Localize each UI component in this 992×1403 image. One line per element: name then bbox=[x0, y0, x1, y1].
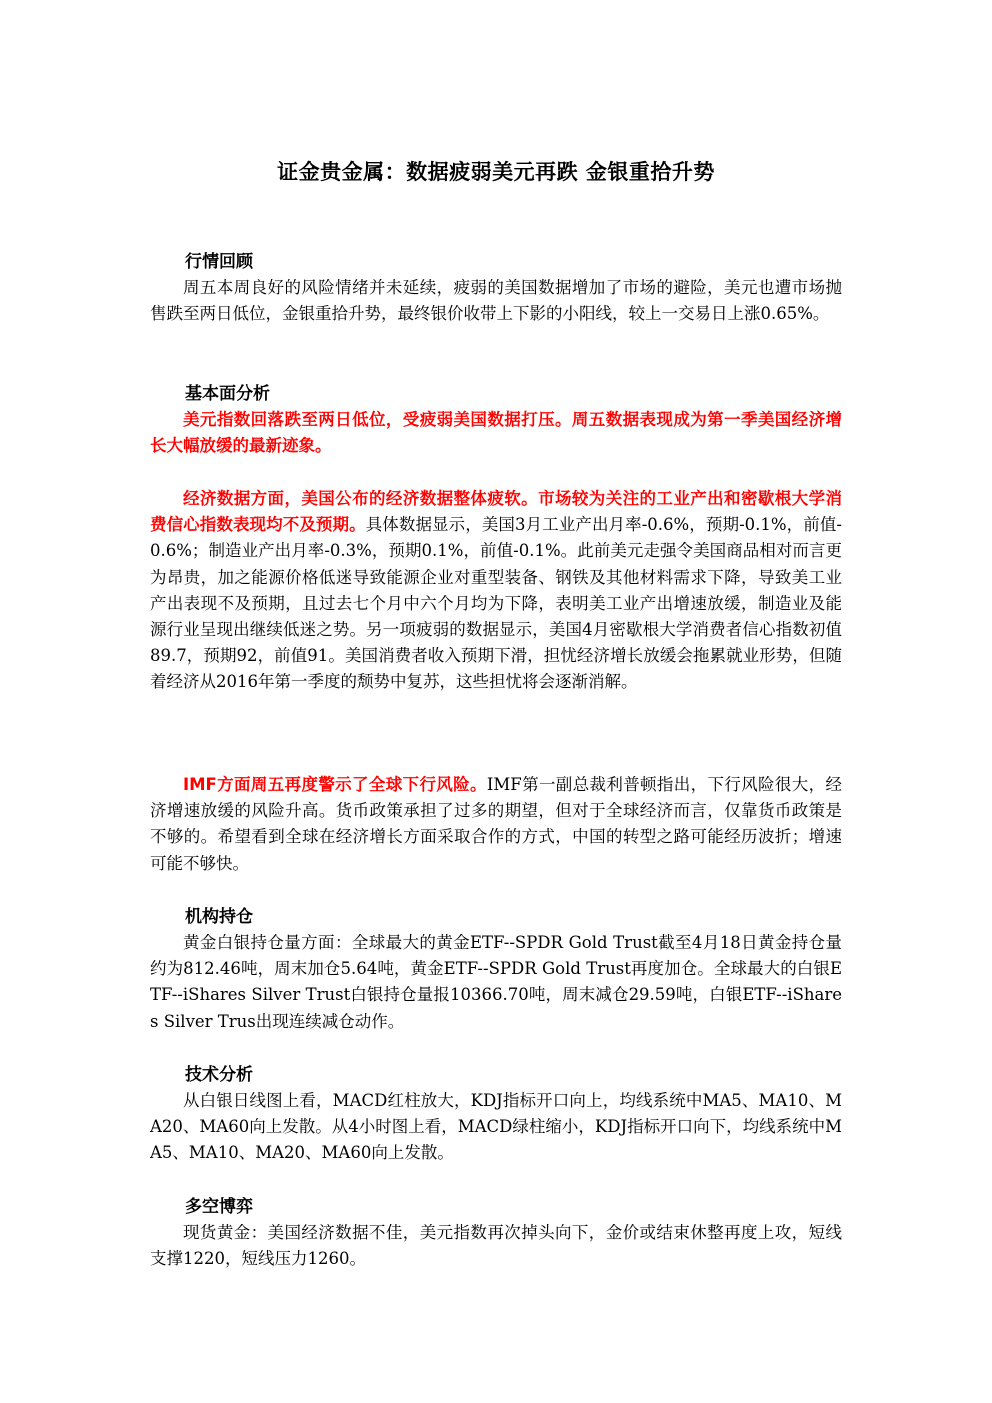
holdings-body bbox=[150, 930, 842, 1035]
section-heading-review: 行情回顾 bbox=[185, 252, 253, 272]
section-heading-holdings: 机构持仓 bbox=[185, 907, 253, 927]
fundamental-paragraph-2 bbox=[150, 486, 842, 696]
fundamental-highlight-1: 美元指数回落跌至两日低位，受疲弱美国数据打压。周五数据表现成为第一季美国经济增长大幅放缓的最新迹象。 bbox=[150, 410, 842, 456]
technical-paragraph: 从白银日线图上看，MACD红柱放大，KDJ指标开口向上，均线系统中MA5、MA10、MA20、MA60向上发散。从4小时图上看，MACD绿柱缩小，KDJ指标开口向下，均线系统中MA5、MA10、MA20、MA60向上发散。 bbox=[150, 1091, 842, 1163]
document-title: 证金贵金属：数据疲弱美元再跌 金银重拾升势 bbox=[277, 160, 715, 184]
review-paragraph: 周五本周良好的风险情绪并未延续，疲弱的美国数据增加了市场的避险，美元也遭市场抛售跌至两日低位，金银重拾升势，最终银价收带上下影的小阳线，较上一交易日上涨0.65%。 bbox=[150, 278, 842, 324]
fundamental-highlight-2: 经济数据方面，美国公布的经济数据整体疲软。市场较为关注的工业产出和密歇根大学消费信心指数表现均不及预期。 bbox=[150, 489, 842, 535]
game-body bbox=[150, 1220, 842, 1272]
fundamental-body-2 bbox=[150, 486, 842, 696]
fundamental-text-3: IMF第一副总裁利普顿指出，下行风险很大，经济增速放缓的风险升高。货币政策承担了过多的期望，但对于全球经济而言，仅靠货币政策是不够的。希望看到全球在经济增长方面采取合作的方式，中国的转型之路可能经历波折；增速可能不够快。 bbox=[150, 775, 842, 873]
game-paragraph: 现货黄金：美国经济数据不佳，美元指数再次掉头向下，金价或结束休整再度上攻，短线支撑1220，短线压力1260。 bbox=[150, 1223, 842, 1269]
fundamental-paragraph-3 bbox=[150, 772, 842, 877]
fundamental-body-3 bbox=[150, 772, 842, 877]
review-body bbox=[150, 275, 842, 327]
section-heading-technical: 技术分析 bbox=[185, 1065, 253, 1085]
holdings-paragraph: 黄金白银持仓量方面：全球最大的黄金ETF--SPDR Gold Trust截至4月18日黄金持仓量约为812.46吨，周末加仓5.64吨，黄金ETF--SPDR Gold Trust再度加仓。全球最大的白银ETF--iShares Silver Trust白银持仓量报10366.70吨，周末减仓29.59吨，白银ETF--iShares Silver Trus出现连续减仓动作。 bbox=[150, 933, 842, 1031]
technical-body bbox=[150, 1088, 842, 1167]
fundamental-text-2: 具体数据显示，美国3月工业产出月率-0.6%，预期-0.1%，前值-0.6%；制造业产出月率-0.3%，预期0.1%，前值-0.1%。此前美元走强令美国商品相对而言更为昂贵，加之能源价格低迷导致能源企业对重型装备、钢铁及其他材料需求下降，导致美工业产出表现不及预期，且过去七个月中六个月均为下降，表明美工业产出增速放缓，制造业及能源行业呈现出继续低迷之势。另一项疲弱的数据显示，美国4月密歇根大学消费者信心指数初值89.7，预期92，前值91。美国消费者收入预期下滑，担忧经济增长放缓会拖累就业形势，但随着经济从2016年第一季度的颓势中复苏，这些担忧将会逐渐消解。 bbox=[150, 515, 843, 692]
fundamental-paragraph-1 bbox=[150, 407, 842, 459]
fundamental-highlight-3: IMF方面周五再度警示了全球下行风险。 bbox=[183, 775, 487, 794]
section-heading-game: 多空博弈 bbox=[185, 1197, 253, 1217]
section-heading-fundamental: 基本面分析 bbox=[185, 384, 270, 404]
fundamental-body-1 bbox=[150, 407, 842, 459]
